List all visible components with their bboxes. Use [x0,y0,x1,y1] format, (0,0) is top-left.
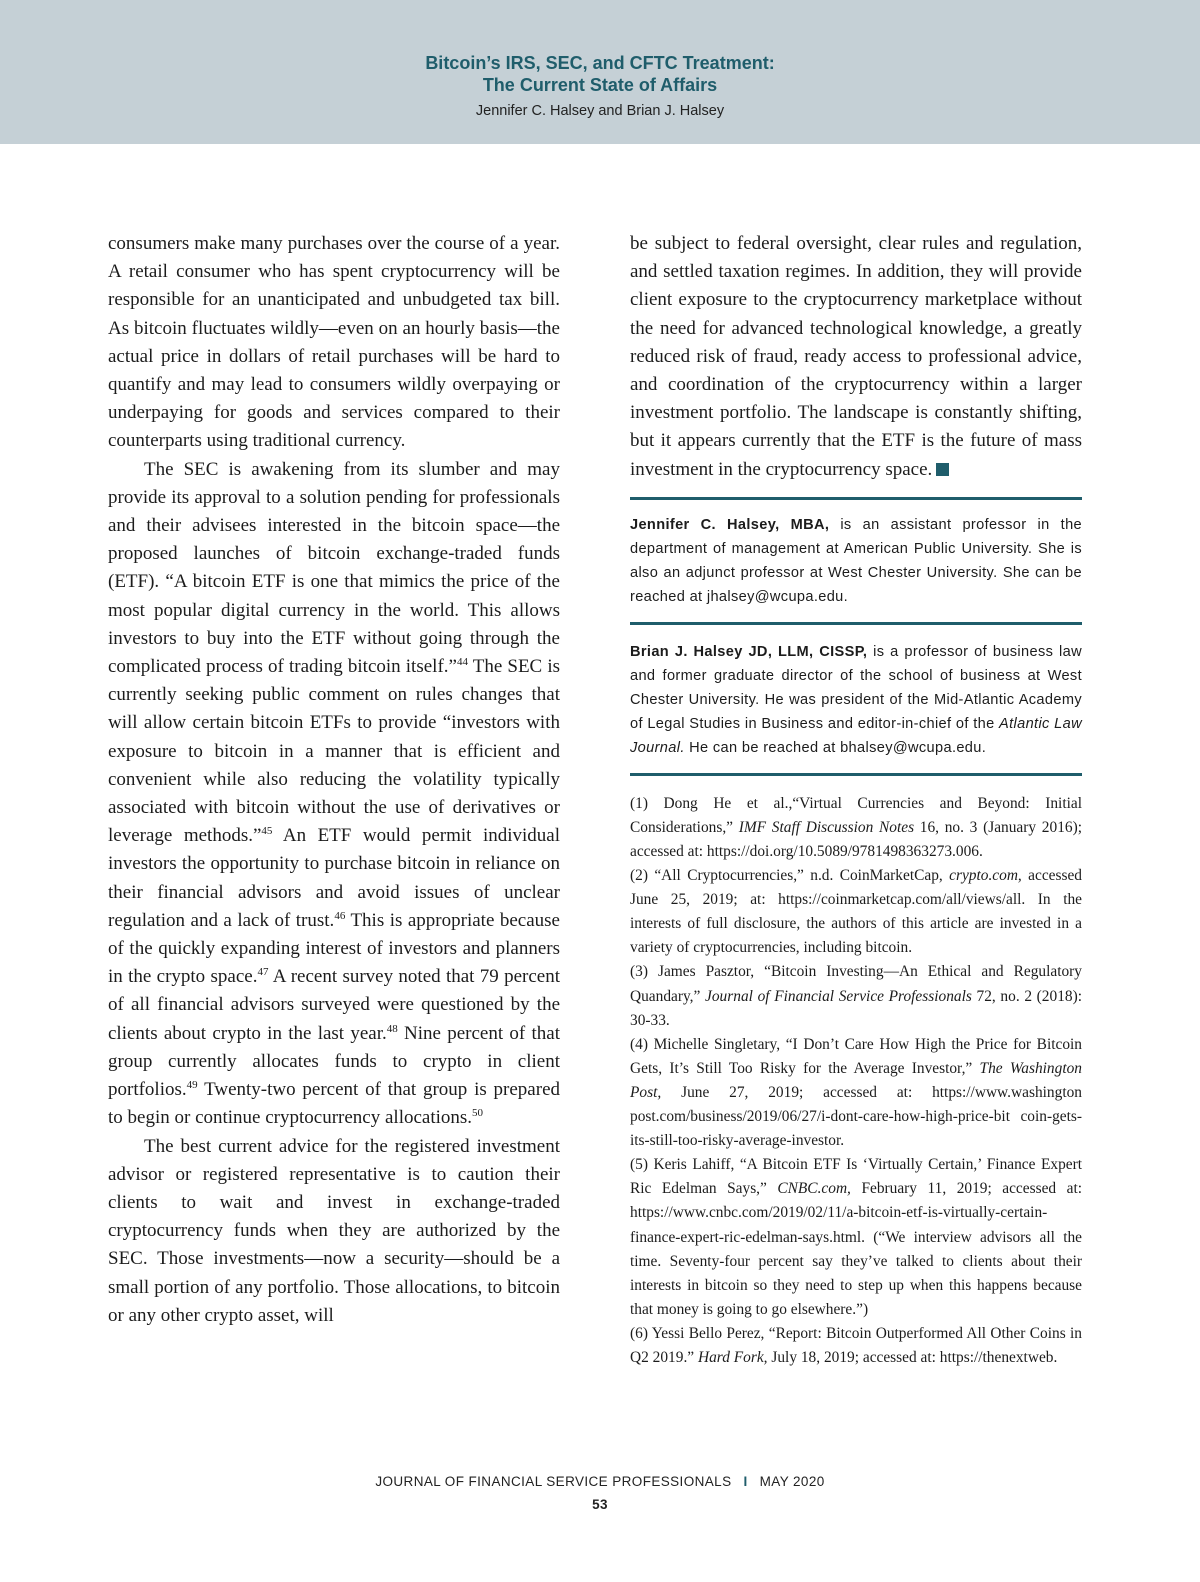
body-paragraph: consumers make many purchases over the course of a year. A retail consumer who has spent cryptocurrency will be responsible for an unanticipated and unbudgeted tax bill. As bitcoin fluctuates wildly—even on an hourly basis—the actual price in dollars of retail purchases will be hard to quantify and may lead to consumers wildly overpaying or underpaying for goods and services compared to their counterparts using traditional currency. [108,233,560,452]
footnote-ref: 44 [456,656,468,669]
reference-item [630,792,1082,864]
article-title-line-1: Bitcoin’s IRS, SEC, and CFTC Treatment: [425,53,775,73]
footer-separator: I [743,1474,748,1489]
text-run: An ETF would permit individual investors the opportunity to purchase bitcoin in reliance on their financial advisors and avoid issues of unclear regulation and a lack of trust. [108,825,560,931]
references-list [630,792,1082,1370]
body-paragraph [108,456,560,1133]
ref-text: (6) Yessi Bello Perez, “Report: Bitcoin Outperformed All Other Coins in Q2 2019.” [630,1324,1082,1366]
bio-text: He can be reached at bhalsey@wcupa.edu. [684,739,987,756]
page-number: 53 [592,1497,608,1512]
reference-item [630,1033,1082,1153]
ref-text: (2) “All Cryptocurrencies,” n.d. CoinMarketCap, [630,867,950,885]
text-run: Twenty-two percent of that group is prepared to begin or continue cryptocurrency allocations. [108,1079,560,1129]
ref-text: February 11, 2019; accessed at: https://www.cnbc.com/2019/02/11/a-bitcoin-etf-is-virtually-certain-finance-expert-ric-edelman-says.html. (“We interview advisors all the time. Seventy-four percent say they’ve talked to clients about their interests in bitcoin so they need to step up when this happens because that money is going to go elsewhere.”) [630,1180,1082,1318]
ref-text: 72, no. 2 (2018): 30-33. [630,987,1082,1029]
ref-text: (3) James Pasztor, “Bitcoin Investing—An Ethical and Regulatory Quandary,” [630,963,1082,1005]
bio-journal-title: Atlantic Law Journal. [630,715,1082,756]
bio-author-name: Jennifer C. Halsey, MBA, [630,516,830,533]
left-column [108,230,560,1330]
reference-item [630,960,1082,1032]
ref-text: accessed June 25, 2019; at: https://coinmarketcap.com/all/views/all. In the interests of full disclosure, the authors of this article are invested in a variety of cryptocurrencies, including bitcoin. [630,867,1082,957]
divider [630,497,1082,500]
reference-item [630,1322,1082,1370]
footnote-ref: 49 [186,1079,198,1092]
footnote-ref: 48 [386,1022,398,1035]
footer-journal: JOURNAL OF FINANCIAL SERVICE PROFESSIONALS [375,1474,732,1489]
text-run: A recent survey noted that 79 percent of all financial advisors surveyed were questioned by the clients about crypto in the last year. [108,966,560,1044]
bio-text: is a professor of business law and former graduate director of the school of business at West Chester University. He was president of the Mid-Atlantic Academy of Legal Studies in Business and editor-in-chief of the [630,643,1082,732]
ref-text: (1) Dong He et al.,“Virtual Currencies and Beyond: Initial Considerations,” [630,794,1082,836]
page-footer [0,1474,1200,1512]
ref-text: (4) Michelle Singletary, “I Don’t Care How High the Price for Bitcoin Gets, It’s Still Too Risky for the Average Investor,” [630,1035,1082,1077]
ref-source: Journal of Financial Service Professionals [705,987,972,1005]
ref-text: July 18, 2019; accessed at: https://thenextweb. [767,1348,1058,1366]
ref-text: 16, no. 3 (January 2016); accessed at: https://doi.org/10.5089/9781498363273.006. [630,818,1082,861]
bio-author-name: Brian J. Halsey JD, LLM, CISSP, [630,643,868,660]
end-of-article-mark [936,463,949,476]
bio-text: is an assistant professor in the department of management at American Public University. She is also an adjunct professor at West Chester University. She can be reached at jhalsey@wcupa.edu. [630,516,1082,605]
reference-item [630,1153,1082,1322]
ref-source: Hard Fork, [697,1348,768,1366]
ref-text: (5) Keris Lahiff, “A Bitcoin ETF Is ‘Virtually Certain,’ Finance Expert Ric Edelman Says,” [630,1156,1082,1198]
footnote-ref: 46 [334,909,346,922]
ref-source: crypto.com, [949,867,1022,885]
footnote-ref: 50 [472,1107,484,1120]
ref-source: The Washington Post, [630,1059,1082,1101]
text-run: be subject to federal oversight, clear rules and regulation, and settled taxation regimes. In addition, they will provide client exposure to the cryptocurrency marketplace without the need for advanced technological knowledge, a greatly reduced risk of fraud, ready access to professional advice, and coordination of the cryptocurrency within a larger investment portfolio. The landscape is constantly shifting, but it appears currently that the ETF is the future of mass investment in the cryptocurrency space. [630,233,1082,480]
right-column [630,230,1082,1370]
footnote-ref: 45 [261,825,273,838]
footer-date: MAY 2020 [759,1474,825,1489]
article-title-line-2: The Current State of Affairs [482,75,718,95]
ref-source: CNBC.com, [777,1180,851,1198]
author-bio [630,640,1082,760]
reference-item [630,864,1082,960]
body-paragraph: The best current advice for the registered investment advisor or registered representative is to caution their clients to wait and invest in exchange-traded cryptocurrency funds when they are authorized by the SEC. Those investments—now a security—should be a small portion of any portfolio. Those allocations, to bitcoin or any other crypto asset, will [108,1135,560,1326]
ref-text: June 27, 2019; accessed at: https://www.washington post.com/business/2019/06/27/i-dont-care-how-high-price-bit coin-gets-its-still-too-risky-average-investor. [630,1083,1082,1150]
ref-source: IMF Staff Discussion Notes [738,818,915,836]
body-paragraph [630,230,1082,484]
text-run: The SEC is awakening from its slumber and may provide its approval to a solution pending for professionals and their advisees interested in the bitcoin space—the proposed launches of bitcoin exchange-traded funds (ETF). “A bitcoin ETF is one that mimics the price of the most popular digital currency in the world. This allows investors to buy into the ETF without going through the complicated process of trading bitcoin itself.” [108,458,560,678]
author-bio [630,513,1082,609]
text-run: The SEC is currently seeking public comment on rules changes that will allow certain bitcoin ETFs to provide “investors with exposure to bitcoin in a manner that is efficient and convenient while also reducing the volatility typically associated with bitcoin without the use of derivatives or leverage methods.” [108,656,561,847]
divider [630,622,1082,625]
footnote-ref: 47 [257,966,269,979]
article-authors: Jennifer C. Halsey and Brian J. Halsey [475,103,725,119]
text-run: This is appropriate because of the quickly expanding interest of investors and planners in the crypto space. [108,909,560,988]
text-run: Nine percent of that group currently allocates funds to crypto in client portfolios. [108,1022,560,1101]
running-header [0,0,1200,144]
footer-line [0,1474,1200,1489]
divider [630,773,1082,776]
